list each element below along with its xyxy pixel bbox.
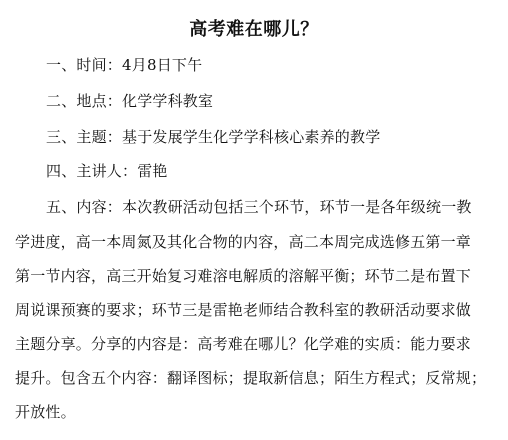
content-line: 开放性。 [15, 403, 76, 421]
content-line: 学进度，高一本周氮及其化合物的内容，高二本周完成选修五第一章 [15, 233, 472, 251]
document-title: 高考难在哪儿？ [189, 19, 319, 40]
content-line: 第一节内容，高三开始复习难溶电解质的溶解平衡；环节二是布置下 [15, 267, 472, 285]
content-line: 五、内容：本次教研活动包括三个环节，环节一是各年级统一教 [46, 198, 472, 216]
item-place: 二、地点：化学学科教室 [46, 92, 214, 110]
item-time: 一、时间：4月8日下午 [46, 56, 203, 74]
content-line: 提升。包含五个内容：翻译图标；提取新信息；陌生方程式；反常规； [15, 369, 487, 387]
item-theme: 三、主题：基于发展学生化学学科核心素养的教学 [46, 128, 381, 146]
content-line: 周说课预赛的要求；环节三是雷艳老师结合教科室的教研活动要求做 [15, 301, 472, 319]
item-speaker: 四、主讲人：雷艳 [46, 162, 168, 180]
content-line: 主题分享。分享的内容是：高考难在哪儿？化学难的实质：能力要求 [15, 335, 472, 353]
